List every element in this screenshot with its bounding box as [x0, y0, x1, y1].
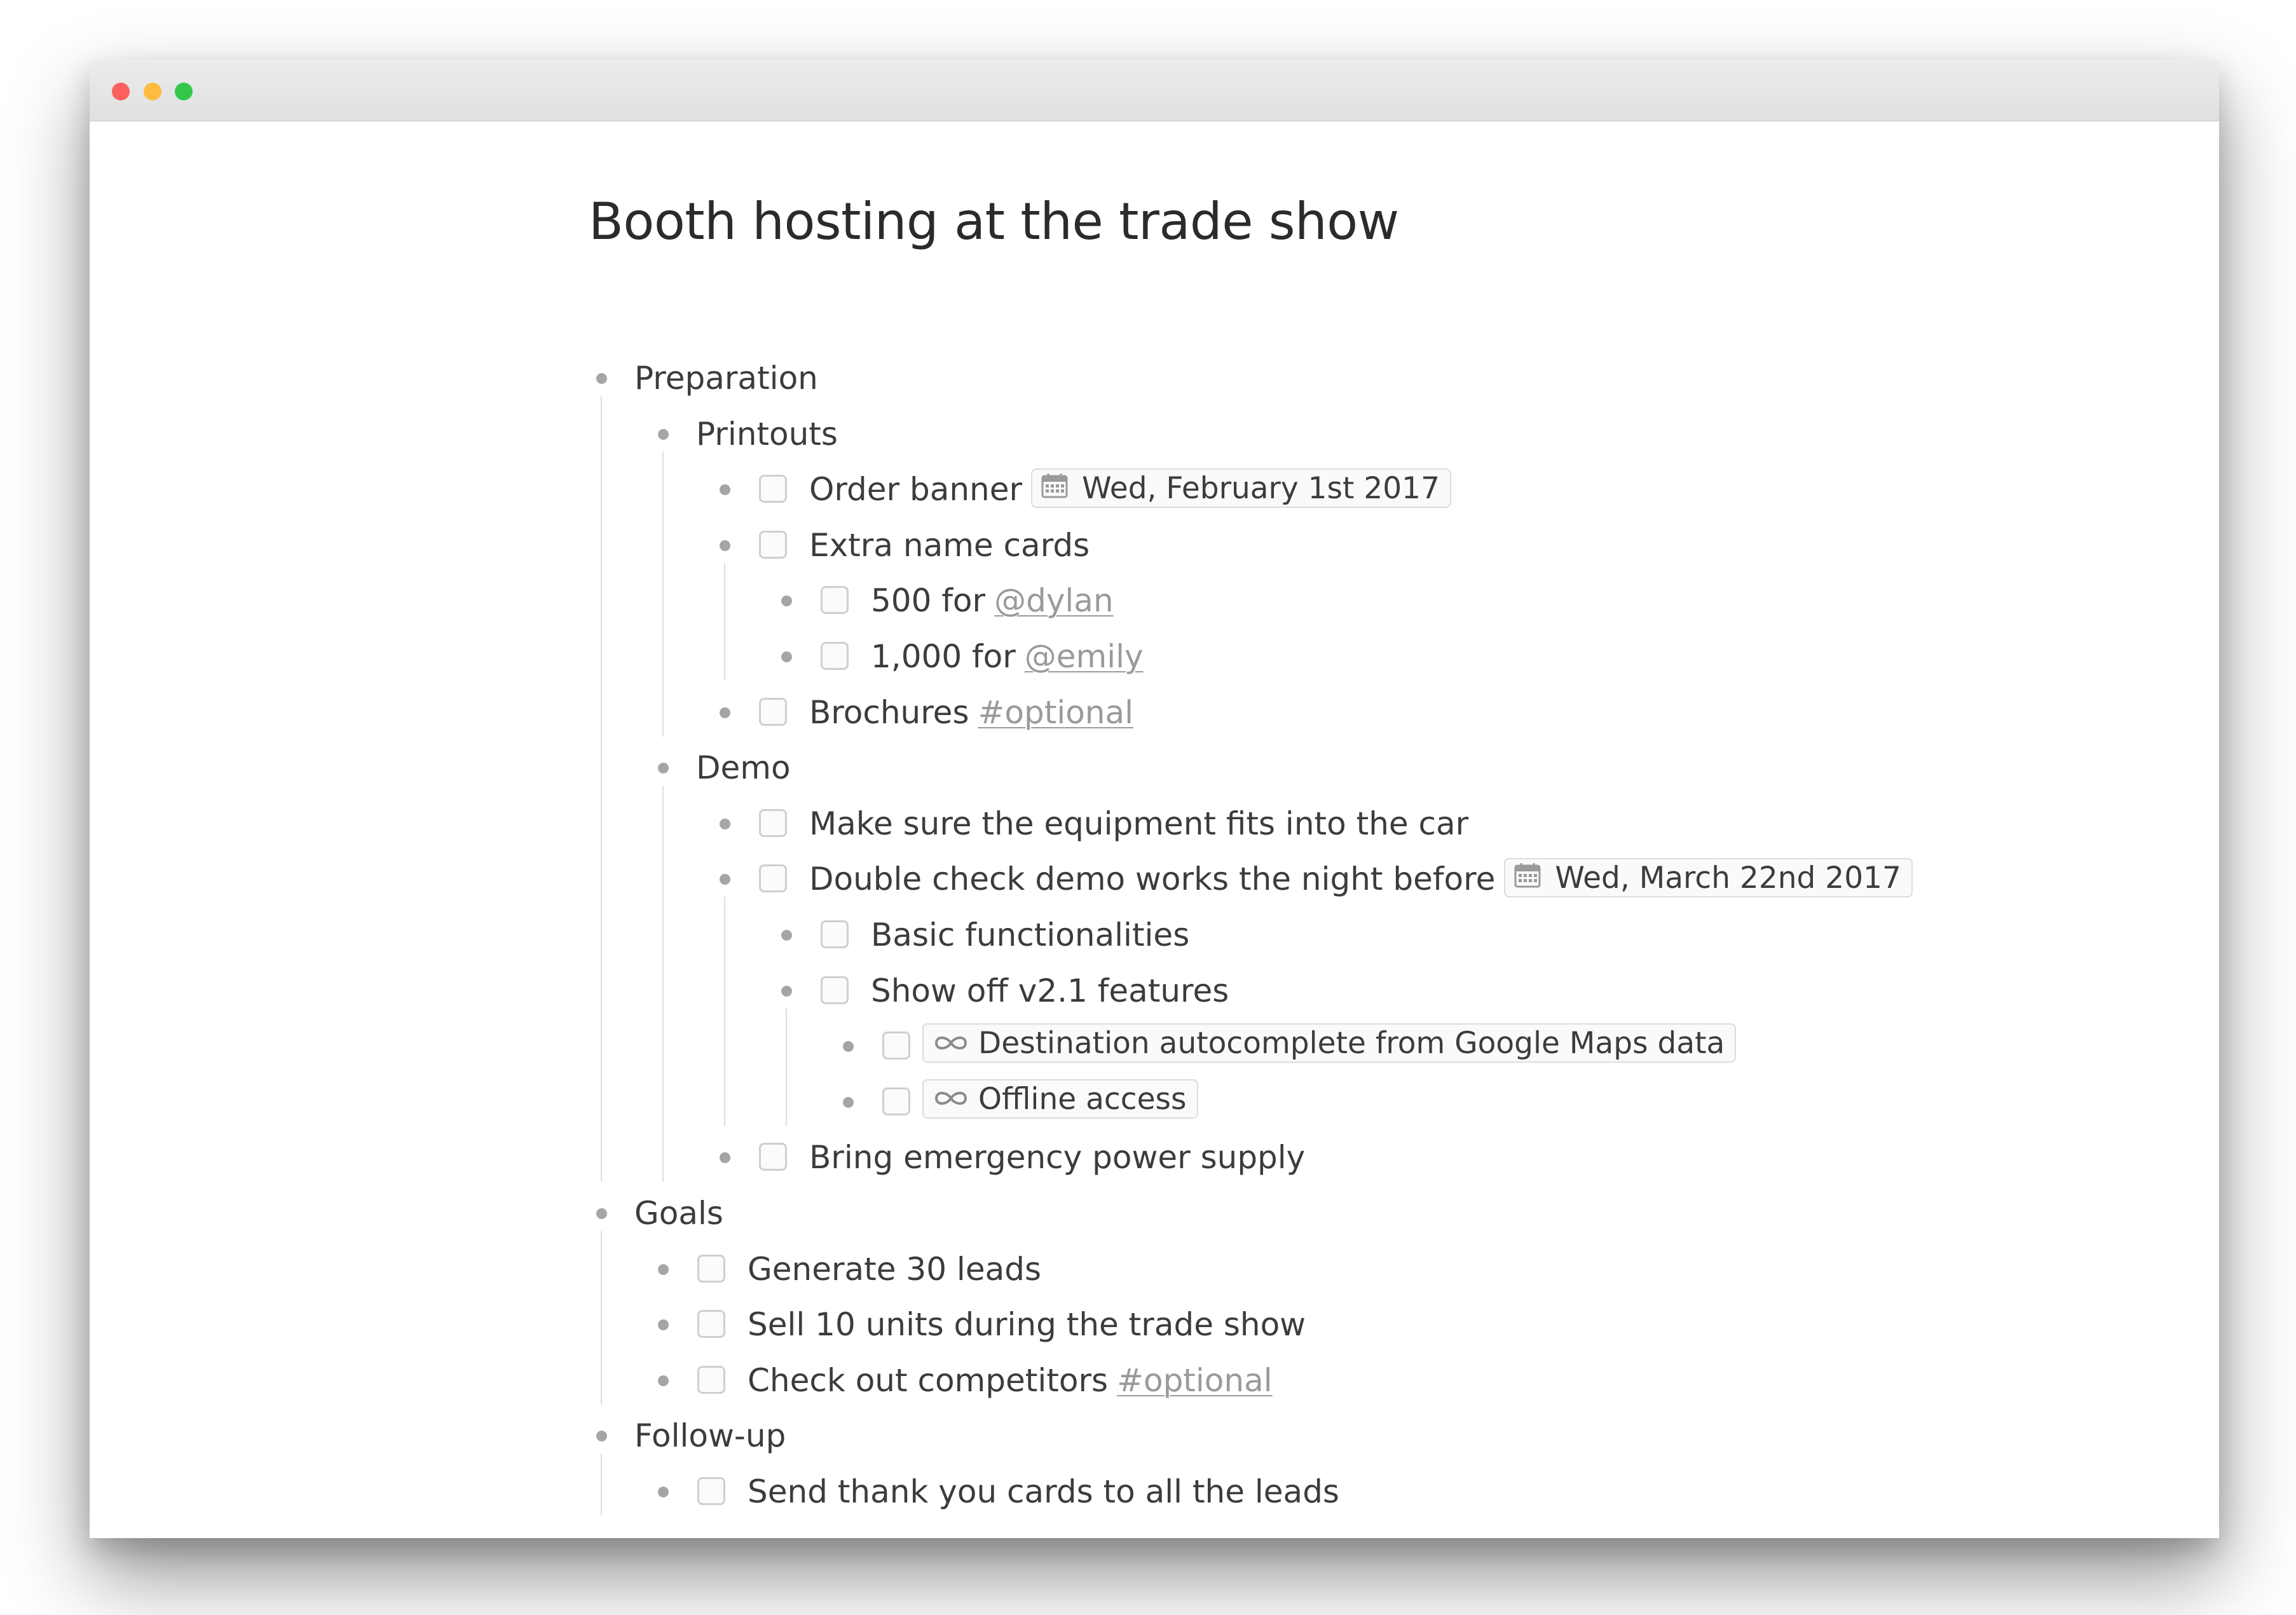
task-checkbox[interactable] — [697, 1310, 725, 1338]
outline-row[interactable] — [90, 796, 2219, 852]
outline-item-content — [634, 350, 818, 406]
indent-guide — [786, 1009, 787, 1126]
outline-row[interactable] — [90, 740, 2219, 796]
outline-item-content — [922, 1018, 1736, 1074]
outline-item-text[interactable]: Generate 30 leads — [748, 1250, 1042, 1288]
outline-item-content — [871, 907, 1189, 963]
outline-item-content — [871, 963, 1229, 1019]
bullet-icon[interactable] — [781, 930, 792, 941]
mirror-link-text: Offline access — [978, 1081, 1187, 1117]
bullet-icon[interactable] — [781, 986, 792, 997]
close-window-button[interactable] — [112, 83, 130, 100]
bullet-icon[interactable] — [720, 484, 730, 495]
outline-row[interactable] — [90, 1241, 2219, 1297]
mention-link[interactable]: @dylan — [994, 582, 1114, 620]
bullet-icon[interactable] — [658, 1264, 669, 1275]
outline-row[interactable] — [90, 1185, 2219, 1241]
indent-guide — [662, 452, 664, 737]
outline-item-content — [871, 573, 1114, 629]
outline-item-text[interactable]: Printouts — [696, 415, 838, 453]
outline-row[interactable] — [90, 1353, 2219, 1408]
outline-row[interactable] — [90, 1464, 2219, 1520]
task-checkbox[interactable] — [759, 475, 787, 503]
outline-item-text[interactable]: Preparation — [634, 360, 818, 397]
bullet-icon[interactable] — [781, 651, 792, 662]
zoom-window-button[interactable] — [175, 83, 193, 100]
hashtag-link[interactable]: #optional — [978, 693, 1134, 731]
page-title[interactable]: Booth hosting at the trade show — [589, 192, 1399, 251]
due-date-badge[interactable] — [1504, 858, 1913, 897]
bullet-icon[interactable] — [658, 1375, 669, 1386]
infinity-icon — [933, 1025, 969, 1063]
bullet-icon[interactable] — [658, 763, 669, 773]
outline-row[interactable] — [90, 1408, 2219, 1464]
outline-item-content — [809, 517, 1090, 573]
outline-row[interactable] — [90, 461, 2219, 517]
outline-row[interactable] — [90, 1018, 2219, 1074]
calendar-icon — [1041, 470, 1068, 508]
outline-row[interactable] — [90, 406, 2219, 462]
outline-item-text[interactable]: Double check demo works the night before — [809, 861, 1496, 898]
outline-item-text[interactable]: Show off v2.1 features — [871, 972, 1229, 1009]
outline-item-content — [696, 740, 791, 796]
outline-item-text[interactable]: Goals — [634, 1195, 723, 1232]
indent-guide — [724, 563, 725, 681]
hashtag-link[interactable]: #optional — [1117, 1361, 1273, 1399]
mirror-link-text: Destination autocomplete from Google Maps data — [978, 1026, 1725, 1061]
indent-guide — [601, 1454, 602, 1516]
outline-item-text[interactable]: Make sure the equipment fits into the car — [809, 805, 1469, 842]
task-checkbox[interactable] — [697, 1477, 725, 1505]
outline-item-text[interactable]: Follow-up — [634, 1417, 786, 1455]
task-checkbox[interactable] — [697, 1255, 725, 1283]
bullet-icon[interactable] — [720, 540, 730, 551]
mirror-link-badge[interactable] — [922, 1079, 1198, 1119]
task-checkbox[interactable] — [821, 642, 849, 670]
outline-item-content — [748, 1241, 1041, 1297]
task-checkbox[interactable] — [882, 1032, 910, 1060]
indent-guide — [601, 1231, 602, 1405]
outline-row[interactable] — [90, 573, 2219, 629]
due-date-text: Wed, February 1st 2017 — [1082, 471, 1440, 507]
bullet-icon[interactable] — [720, 874, 730, 885]
outline-item-content — [748, 1297, 1306, 1353]
mirror-link-badge[interactable] — [922, 1023, 1736, 1063]
outline-item-text[interactable]: Demo — [696, 749, 791, 787]
outline-row[interactable] — [90, 629, 2219, 685]
indent-guide — [662, 786, 664, 1182]
outline-item-text[interactable]: Bring emergency power supply — [809, 1139, 1306, 1176]
mention-link[interactable]: @emily — [1024, 638, 1144, 675]
bullet-icon[interactable] — [596, 1431, 607, 1441]
outline-item-text[interactable]: Check out competitors — [748, 1361, 1109, 1399]
task-checkbox[interactable] — [759, 698, 787, 726]
outline-row[interactable] — [90, 350, 2219, 406]
bullet-icon[interactable] — [720, 819, 730, 829]
task-checkbox[interactable] — [821, 976, 849, 1004]
outline-item-text[interactable]: Basic functionalities — [871, 917, 1190, 953]
outline-item-content — [634, 1185, 723, 1241]
task-checkbox[interactable] — [759, 1143, 787, 1171]
bullet-icon[interactable] — [596, 1208, 607, 1219]
bullet-icon[interactable] — [843, 1097, 854, 1108]
outline-item-content — [809, 851, 1913, 907]
infinity-icon — [933, 1080, 969, 1118]
outline-item-content — [748, 1353, 1273, 1408]
app-window — [90, 60, 2219, 1538]
window-titlebar — [90, 60, 2219, 121]
outline-row[interactable] — [90, 851, 2219, 907]
bullet-icon[interactable] — [658, 1319, 669, 1330]
outline-row[interactable] — [90, 907, 2219, 963]
outline-item-content — [922, 1074, 1198, 1130]
outline-row[interactable] — [90, 1129, 2219, 1185]
bullet-icon[interactable] — [720, 707, 730, 718]
outline-row[interactable] — [90, 963, 2219, 1019]
task-checkbox[interactable] — [759, 864, 787, 892]
indent-guide — [724, 897, 725, 1126]
bullet-icon[interactable] — [781, 596, 792, 606]
outline-row[interactable] — [90, 517, 2219, 573]
indent-guide — [601, 396, 602, 1182]
task-checkbox[interactable] — [697, 1366, 725, 1394]
outline-item-text[interactable]: Send thank you cards to all the leads — [748, 1473, 1339, 1510]
document-area — [90, 121, 2219, 1538]
outline-item-text[interactable]: Extra name cards — [809, 526, 1090, 564]
outline-item-content — [748, 1464, 1339, 1520]
outline-item-text[interactable]: 1,000 for — [871, 638, 1016, 675]
task-checkbox[interactable] — [821, 920, 849, 948]
outline-row[interactable] — [90, 1297, 2219, 1353]
task-checkbox[interactable] — [882, 1087, 910, 1115]
outline-row[interactable] — [90, 685, 2219, 740]
bullet-icon[interactable] — [658, 429, 669, 440]
outline-item-content — [634, 1408, 786, 1464]
outline-item-text[interactable]: Order banner — [809, 471, 1023, 508]
minimize-window-button[interactable] — [144, 83, 161, 100]
outline-item-content — [809, 796, 1468, 852]
outline-row[interactable] — [90, 1074, 2219, 1130]
outline-item-content — [809, 1129, 1305, 1185]
outline-item-text[interactable]: Sell 10 units during the trade show — [748, 1306, 1306, 1344]
due-date-badge[interactable] — [1031, 468, 1451, 508]
outline-item-content — [809, 461, 1451, 517]
outline-item-text[interactable]: Brochures — [809, 693, 969, 731]
bullet-icon[interactable] — [843, 1041, 854, 1052]
task-checkbox[interactable] — [821, 586, 849, 614]
calendar-icon — [1514, 859, 1541, 897]
task-checkbox[interactable] — [759, 809, 787, 837]
outline-item-content — [696, 406, 838, 462]
task-checkbox[interactable] — [759, 531, 787, 559]
due-date-text: Wed, March 22nd 2017 — [1555, 861, 1901, 896]
outline-item-text[interactable]: 500 for — [871, 582, 986, 620]
bullet-icon[interactable] — [658, 1487, 669, 1497]
bullet-icon[interactable] — [720, 1152, 730, 1163]
outline-item-content — [871, 629, 1144, 685]
bullet-icon[interactable] — [596, 373, 607, 384]
outline-item-content — [809, 685, 1133, 740]
